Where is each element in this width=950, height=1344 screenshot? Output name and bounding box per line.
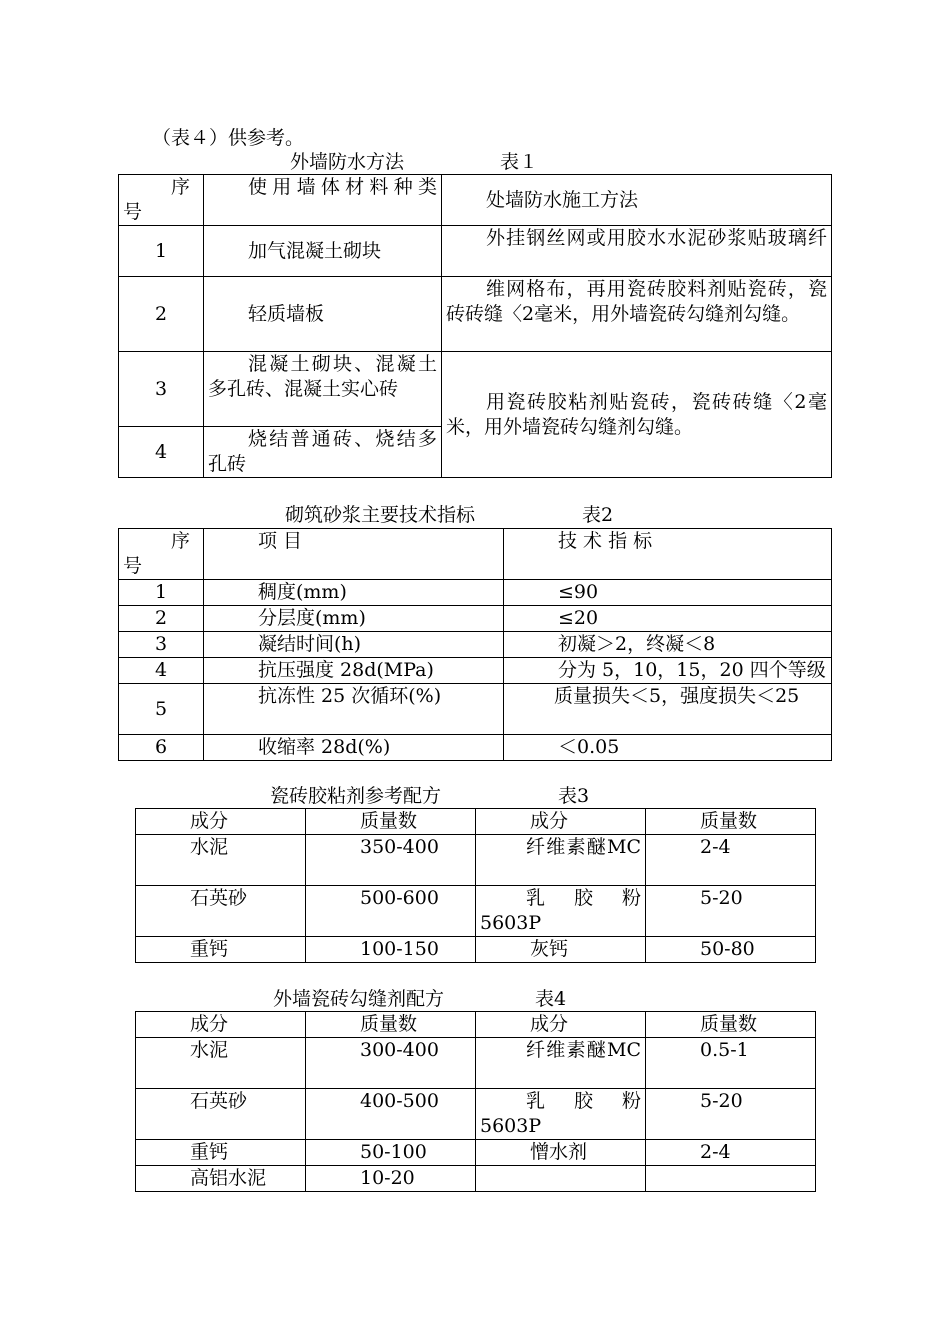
table3-title: 瓷砖胶粘剂参考配方	[270, 785, 442, 807]
table2-header-item: 项 目	[204, 529, 504, 580]
table3-cell: 50-80	[646, 937, 816, 963]
table2-cell-value: 初凝＞2，终凝＜8	[504, 632, 832, 658]
table1-header-no: 序号	[119, 175, 204, 226]
table3-cell: 350-400	[306, 835, 476, 886]
table3-header: 成分	[136, 809, 306, 835]
table2-cell-item: 抗压强度 28d(MPa)	[204, 658, 504, 684]
table4-title: 外墙瓷砖勾缝剂配方	[273, 988, 445, 1010]
table4-header: 质量数	[646, 1012, 816, 1038]
table4-header-row	[136, 1012, 816, 1038]
table1-cell-no: 2	[119, 277, 204, 352]
table3	[135, 808, 816, 963]
table4-cell: 憎水剂	[476, 1140, 646, 1166]
table2-cell-item: 稠度(mm)	[204, 580, 504, 606]
table4	[135, 1011, 816, 1192]
table4-cell: 高铝水泥	[136, 1166, 306, 1192]
table1-cell-material: 混凝土砌块、混凝土多孔砖、混凝土实心砖	[204, 352, 442, 427]
table2-cell-value: 分为 5，10，15，20 四个等级	[504, 658, 832, 684]
table3-header-row	[136, 809, 816, 835]
table3-cell: 5-20	[646, 886, 816, 937]
table2-cell-item: 分层度(mm)	[204, 606, 504, 632]
table3-cell: 乳胶粉5603P	[476, 886, 646, 937]
table2-cell-item: 收缩率 28d(%)	[204, 735, 504, 761]
table1-cell-material: 轻质墙板	[204, 277, 442, 352]
table3-cell: 灰钙	[476, 937, 646, 963]
table-row	[136, 937, 816, 963]
table-row	[136, 835, 816, 886]
table1-cell-method-merged: 用瓷砖胶粘剂贴瓷砖，瓷砖砖缝〈2毫米，用外墙瓷砖勾缝剂勾缝。	[442, 352, 832, 478]
table4-cell: 水泥	[136, 1038, 306, 1089]
table-row	[136, 1089, 816, 1140]
table3-label: 表3	[558, 785, 590, 807]
table4-header: 质量数	[306, 1012, 476, 1038]
table-row	[119, 352, 832, 427]
table2-header-row	[119, 529, 832, 580]
table1-label: 表１	[500, 151, 539, 173]
table-row	[119, 606, 832, 632]
table2-header-no: 序号	[119, 529, 204, 580]
table2-cell-no: 5	[119, 684, 204, 735]
table3-cell: 重钙	[136, 937, 306, 963]
table2-cell-item: 凝结时间(h)	[204, 632, 504, 658]
table1-cell-method: 外挂钢丝网或用胶水水泥砂浆贴玻璃纤	[442, 226, 832, 277]
intro-text: （表４）供参考。	[152, 127, 305, 149]
table4-cell: 5-20	[646, 1089, 816, 1140]
table1-cell-no: 4	[119, 427, 204, 478]
table3-cell: 纤维素醚MC	[476, 835, 646, 886]
table1-header-row	[119, 175, 832, 226]
table-row	[119, 277, 832, 352]
table-row	[119, 658, 832, 684]
table2-cell-no: 2	[119, 606, 204, 632]
table3-cell: 500-600	[306, 886, 476, 937]
table1-cell-no: 3	[119, 352, 204, 427]
table4-label: 表4	[535, 988, 567, 1010]
table1-cell-material: 加气混凝土砌块	[204, 226, 442, 277]
table3-cell: 2-4	[646, 835, 816, 886]
table3-header: 质量数	[306, 809, 476, 835]
table-row	[119, 632, 832, 658]
table4-cell: 乳胶粉5603P	[476, 1089, 646, 1140]
table1-cell-material: 烧结普通砖、烧结多孔砖	[204, 427, 442, 478]
table4-cell	[646, 1166, 816, 1192]
table4-cell: 300-400	[306, 1038, 476, 1089]
table3-header: 成分	[476, 809, 646, 835]
table3-cell: 100-150	[306, 937, 476, 963]
table2-cell-value: ≤90	[504, 580, 832, 606]
table-row	[136, 886, 816, 937]
table2-header-value: 技 术 指 标	[504, 529, 832, 580]
table-row	[119, 580, 832, 606]
table-row	[136, 1038, 816, 1089]
table3-cell: 水泥	[136, 835, 306, 886]
table2-cell-no: 3	[119, 632, 204, 658]
table2	[118, 528, 832, 761]
table3-cell: 石英砂	[136, 886, 306, 937]
table4-cell: 石英砂	[136, 1089, 306, 1140]
table1-header-method: 处墙防水施工方法	[442, 175, 832, 226]
table2-cell-item: 抗冻性 25 次循环(%)	[204, 684, 504, 735]
table-row	[119, 226, 832, 277]
table-row	[119, 735, 832, 761]
table1-header-material: 使用墙体材料种类	[204, 175, 442, 226]
table2-label: 表2	[582, 504, 614, 526]
table4-cell: 10-20	[306, 1166, 476, 1192]
table1-title: 外墙防水方法	[290, 151, 405, 173]
table4-cell	[476, 1166, 646, 1192]
table2-cell-no: 1	[119, 580, 204, 606]
table4-cell: 重钙	[136, 1140, 306, 1166]
table4-header: 成分	[476, 1012, 646, 1038]
table-row	[136, 1140, 816, 1166]
table-row	[119, 684, 832, 735]
table1-cell-method: 维网格布，再用瓷砖胶料剂贴瓷砖，瓷砖砖缝〈2毫米，用外墙瓷砖勾缝剂勾缝。	[442, 277, 832, 352]
table2-cell-value: ＜0.05	[504, 735, 832, 761]
table4-cell: 纤维素醚MC	[476, 1038, 646, 1089]
table1	[118, 174, 832, 478]
table-row	[136, 1166, 816, 1192]
table4-cell: 400-500	[306, 1089, 476, 1140]
table2-cell-value: 质量损失＜5，强度损失＜25	[504, 684, 832, 735]
table4-cell: 0.5-1	[646, 1038, 816, 1089]
table4-header: 成分	[136, 1012, 306, 1038]
table2-cell-no: 4	[119, 658, 204, 684]
table2-title: 砌筑砂浆主要技术指标	[285, 504, 476, 526]
table3-header: 质量数	[646, 809, 816, 835]
table4-cell: 2-4	[646, 1140, 816, 1166]
table4-cell: 50-100	[306, 1140, 476, 1166]
table2-cell-no: 6	[119, 735, 204, 761]
table2-cell-value: ≤20	[504, 606, 832, 632]
table1-cell-no: 1	[119, 226, 204, 277]
